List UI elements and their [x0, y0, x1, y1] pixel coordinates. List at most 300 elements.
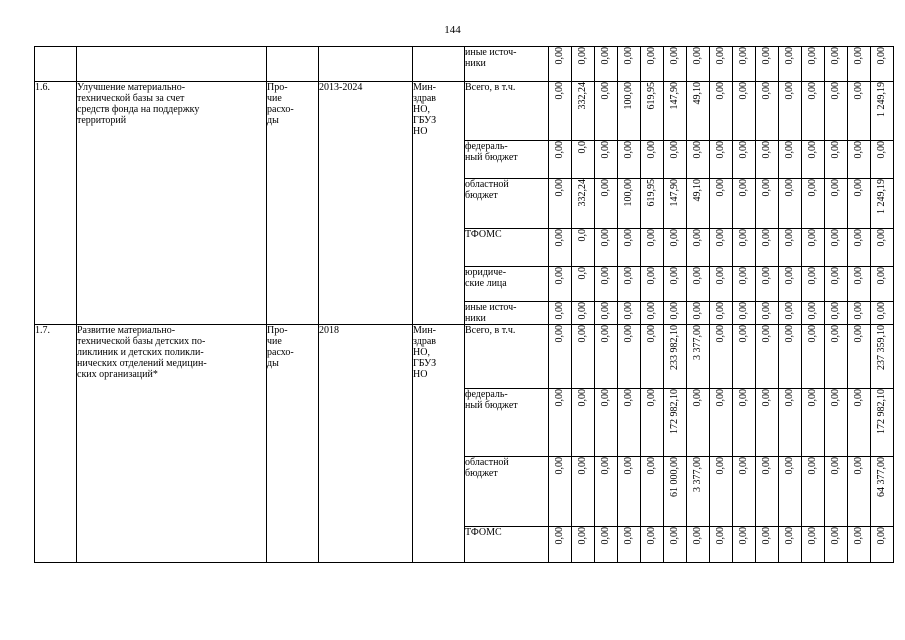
amount-value: 0,00	[600, 47, 611, 65]
funding-source-label	[465, 302, 549, 325]
amount-value: 0,00	[646, 389, 657, 407]
amount-value: 0,00	[738, 47, 749, 65]
amount-value: 0,00	[761, 267, 772, 285]
executor-text: Мин- здрав НО, ГБУЗ НО	[413, 325, 437, 380]
amount-cell	[779, 457, 802, 527]
table-row	[35, 82, 894, 141]
amount-value: 0,00	[646, 325, 657, 343]
amount-value: 0,00	[600, 141, 611, 159]
amount-cell	[825, 302, 848, 325]
amount-cell	[756, 229, 779, 267]
amount-cell	[595, 229, 618, 267]
amount-cell	[687, 229, 710, 267]
amount-cell	[779, 325, 802, 389]
amount-cell	[848, 229, 871, 267]
amount-cell	[733, 47, 756, 82]
amount-value: 1 249,19	[876, 82, 887, 117]
amount-value: 0,00	[761, 141, 772, 159]
amount-value: 0,00	[830, 302, 841, 320]
amount-cell	[848, 179, 871, 229]
amount-cell	[572, 527, 595, 563]
amount-cell	[779, 302, 802, 325]
amount-value: 0,00	[853, 229, 864, 247]
amount-value: 0,00	[669, 47, 680, 65]
amount-value: 0,00	[738, 141, 749, 159]
amount-value: 3 377,00	[692, 457, 703, 492]
amount-cell	[825, 457, 848, 527]
amount-value: 0,00	[761, 527, 772, 545]
table-row	[35, 325, 894, 389]
amount-cell	[641, 302, 664, 325]
amount-cell	[687, 267, 710, 302]
funding-source-label	[465, 389, 549, 457]
amount-cell	[871, 141, 894, 179]
amount-cell	[549, 389, 572, 457]
amount-value: 0,00	[692, 267, 703, 285]
amount-value: 0,00	[876, 267, 887, 285]
amount-cell	[802, 179, 825, 229]
amount-value: 0,0	[577, 141, 588, 154]
amount-cell	[664, 82, 687, 141]
amount-value: 237 359,10	[876, 325, 887, 370]
amount-value: 0,00	[715, 267, 726, 285]
amount-value: 0,00	[830, 47, 841, 65]
amount-value: 0,00	[807, 229, 818, 247]
amount-value: 0,00	[830, 229, 841, 247]
amount-cell	[871, 179, 894, 229]
amount-cell	[664, 389, 687, 457]
period	[319, 82, 413, 325]
amount-value: 147,90	[669, 82, 680, 110]
amount-cell	[848, 302, 871, 325]
amount-value: 0,00	[554, 325, 565, 343]
amount-cell	[802, 141, 825, 179]
budget-table	[34, 46, 894, 563]
funding-source-label-text: областной бюджет	[465, 457, 509, 479]
amount-value: 0,00	[600, 179, 611, 197]
amount-cell	[756, 47, 779, 82]
amount-cell	[687, 47, 710, 82]
amount-cell	[756, 179, 779, 229]
funding-source-label	[465, 179, 549, 229]
amount-value: 0,00	[715, 47, 726, 65]
amount-cell	[710, 325, 733, 389]
amount-value: 0,00	[577, 389, 588, 407]
amount-cell	[802, 389, 825, 457]
amount-value: 0,00	[853, 527, 864, 545]
amount-value: 0,00	[807, 302, 818, 320]
amount-cell	[641, 229, 664, 267]
amount-value: 49,10	[692, 179, 703, 202]
amount-value: 172 982,10	[876, 389, 887, 434]
amount-cell	[549, 457, 572, 527]
amount-value: 0,00	[784, 267, 795, 285]
amount-cell	[687, 302, 710, 325]
funding-source-label-text: ТФОМС	[465, 527, 502, 538]
funding-source-label	[465, 267, 549, 302]
amount-value: 0,00	[669, 267, 680, 285]
amount-value: 0,00	[784, 389, 795, 407]
amount-value: 0,00	[600, 229, 611, 247]
expense-category	[267, 47, 319, 82]
amount-cell	[710, 47, 733, 82]
funding-source-label-text: юридиче- ские лица	[465, 267, 507, 289]
amount-value: 61 000,00	[669, 457, 680, 497]
amount-cell	[779, 179, 802, 229]
amount-cell	[756, 325, 779, 389]
amount-value: 0,00	[600, 457, 611, 475]
amount-cell	[549, 267, 572, 302]
amount-cell	[618, 229, 641, 267]
amount-value: 0,00	[784, 325, 795, 343]
amount-cell	[710, 302, 733, 325]
amount-cell	[733, 389, 756, 457]
amount-cell	[756, 457, 779, 527]
amount-value: 0,00	[715, 179, 726, 197]
period	[319, 47, 413, 82]
amount-cell	[641, 267, 664, 302]
amount-value: 0,00	[600, 302, 611, 320]
amount-cell	[595, 302, 618, 325]
amount-cell	[756, 141, 779, 179]
amount-cell	[595, 141, 618, 179]
row-number-text: 1.7.	[35, 325, 50, 336]
executor	[413, 47, 465, 82]
amount-cell	[618, 457, 641, 527]
amount-cell	[802, 229, 825, 267]
amount-cell	[618, 179, 641, 229]
amount-value: 3 377,00	[692, 325, 703, 360]
amount-cell	[618, 527, 641, 563]
amount-cell	[641, 141, 664, 179]
amount-value: 0,00	[715, 82, 726, 100]
amount-cell	[572, 141, 595, 179]
amount-cell	[664, 179, 687, 229]
amount-value: 0,00	[623, 302, 634, 320]
amount-cell	[664, 229, 687, 267]
funding-source-label	[465, 141, 549, 179]
amount-cell	[595, 457, 618, 527]
amount-value: 0,00	[830, 82, 841, 100]
amount-value: 147,90	[669, 179, 680, 207]
amount-cell	[595, 325, 618, 389]
amount-cell	[848, 457, 871, 527]
amount-value: 0,00	[623, 141, 634, 159]
amount-cell	[687, 82, 710, 141]
amount-cell	[572, 47, 595, 82]
amount-value: 0,00	[600, 325, 611, 343]
amount-value: 0,00	[646, 457, 657, 475]
amount-value: 0,00	[807, 141, 818, 159]
amount-value: 0,00	[876, 302, 887, 320]
amount-cell	[733, 82, 756, 141]
amount-value: 0,00	[853, 457, 864, 475]
amount-cell	[733, 302, 756, 325]
amount-value: 0,00	[715, 302, 726, 320]
amount-cell	[549, 82, 572, 141]
amount-cell	[733, 267, 756, 302]
row-number	[35, 82, 77, 325]
amount-cell	[802, 325, 825, 389]
amount-cell	[710, 229, 733, 267]
amount-value: 0,00	[554, 179, 565, 197]
amount-value: 0,00	[807, 267, 818, 285]
amount-value: 0,00	[715, 457, 726, 475]
amount-value: 0,00	[784, 82, 795, 100]
funding-source-label	[465, 527, 549, 563]
amount-cell	[871, 457, 894, 527]
amount-value: 0,00	[876, 229, 887, 247]
amount-value: 0,00	[646, 527, 657, 545]
amount-cell	[802, 267, 825, 302]
amount-cell	[618, 47, 641, 82]
funding-source-label-text: Всего, в т.ч.	[465, 82, 516, 93]
amount-value: 0,00	[761, 229, 772, 247]
amount-cell	[802, 457, 825, 527]
amount-value: 0,00	[853, 82, 864, 100]
amount-value: 0,00	[554, 229, 565, 247]
amount-cell	[848, 325, 871, 389]
funding-source-label	[465, 47, 549, 82]
amount-cell	[733, 141, 756, 179]
amount-cell	[664, 457, 687, 527]
amount-cell	[825, 179, 848, 229]
amount-value: 0,00	[876, 527, 887, 545]
amount-cell	[595, 267, 618, 302]
amount-value: 619,95	[646, 179, 657, 207]
amount-value: 0,00	[853, 302, 864, 320]
funding-source-label-text: ТФОМС	[465, 229, 502, 240]
amount-cell	[779, 267, 802, 302]
amount-cell	[779, 229, 802, 267]
amount-value: 0,00	[853, 141, 864, 159]
amount-value: 0,00	[784, 302, 795, 320]
amount-cell	[710, 267, 733, 302]
amount-value: 0,00	[692, 47, 703, 65]
amount-cell	[779, 47, 802, 82]
amount-value: 0,00	[807, 527, 818, 545]
funding-source-label-text: областной бюджет	[465, 179, 509, 201]
amount-cell	[618, 82, 641, 141]
amount-value: 0,00	[738, 325, 749, 343]
amount-cell	[848, 47, 871, 82]
amount-cell	[848, 389, 871, 457]
amount-value: 0,00	[646, 302, 657, 320]
amount-cell	[802, 527, 825, 563]
amount-cell	[595, 527, 618, 563]
amount-cell	[733, 457, 756, 527]
amount-value: 0,00	[738, 389, 749, 407]
amount-cell	[871, 302, 894, 325]
amount-value: 0,00	[715, 229, 726, 247]
amount-cell	[595, 179, 618, 229]
amount-value: 0,00	[715, 141, 726, 159]
expense-category	[267, 82, 319, 325]
period-text: 2018	[319, 325, 339, 336]
funding-source-label-text: иные источ- ники	[465, 302, 517, 324]
amount-cell	[641, 325, 664, 389]
amount-cell	[549, 179, 572, 229]
amount-value: 0,00	[738, 179, 749, 197]
amount-value: 0,00	[623, 325, 634, 343]
amount-cell	[848, 267, 871, 302]
amount-cell	[618, 141, 641, 179]
amount-cell	[802, 82, 825, 141]
amount-cell	[825, 267, 848, 302]
amount-cell	[802, 47, 825, 82]
amount-cell	[710, 82, 733, 141]
amount-value: 0,00	[853, 47, 864, 65]
amount-value: 0,00	[784, 179, 795, 197]
amount-cell	[664, 325, 687, 389]
amount-cell	[641, 527, 664, 563]
amount-cell	[871, 47, 894, 82]
amount-value: 0,00	[761, 82, 772, 100]
amount-cell	[618, 389, 641, 457]
amount-value: 0,00	[830, 325, 841, 343]
amount-value: 0,00	[761, 179, 772, 197]
amount-cell	[687, 179, 710, 229]
amount-value: 0,00	[669, 302, 680, 320]
amount-cell	[848, 141, 871, 179]
amount-value: 0,00	[692, 141, 703, 159]
amount-cell	[618, 325, 641, 389]
amount-cell	[825, 389, 848, 457]
amount-value: 0,00	[692, 229, 703, 247]
amount-cell	[687, 527, 710, 563]
amount-cell	[733, 325, 756, 389]
amount-value: 0,00	[646, 229, 657, 247]
amount-cell	[802, 302, 825, 325]
amount-cell	[710, 389, 733, 457]
amount-value: 0,00	[738, 267, 749, 285]
amount-cell	[756, 302, 779, 325]
amount-value: 64 377,00	[876, 457, 887, 497]
expense-category-text: Про- чие расхо- ды	[267, 82, 294, 126]
amount-cell	[756, 267, 779, 302]
amount-value: 0,00	[554, 267, 565, 285]
amount-value: 0,00	[784, 229, 795, 247]
measure-title-text: Улучшение материально- технической базы за счет средств фонда на поддержку территорий	[77, 82, 200, 126]
amount-value: 0,00	[554, 47, 565, 65]
amount-cell	[871, 389, 894, 457]
amount-value: 332,24	[577, 179, 588, 207]
amount-cell	[756, 82, 779, 141]
amount-value: 0,00	[600, 527, 611, 545]
amount-cell	[756, 527, 779, 563]
amount-value: 0,00	[853, 267, 864, 285]
funding-source-label	[465, 82, 549, 141]
amount-value: 0,00	[784, 47, 795, 65]
amount-cell	[549, 527, 572, 563]
amount-value: 0,00	[623, 527, 634, 545]
amount-cell	[779, 82, 802, 141]
amount-value: 0,00	[738, 302, 749, 320]
amount-cell	[618, 267, 641, 302]
measure-title	[77, 82, 267, 325]
amount-value: 0,00	[554, 141, 565, 159]
amount-value: 0,00	[554, 457, 565, 475]
amount-value: 0,00	[623, 229, 634, 247]
amount-value: 0,00	[577, 527, 588, 545]
amount-cell	[756, 389, 779, 457]
amount-value: 0,00	[807, 82, 818, 100]
amount-value: 0,00	[646, 267, 657, 285]
amount-cell	[572, 267, 595, 302]
amount-value: 0,00	[784, 141, 795, 159]
amount-value: 0,0	[577, 229, 588, 242]
amount-value: 0,00	[623, 389, 634, 407]
amount-value: 0,00	[577, 325, 588, 343]
amount-value: 0,00	[830, 267, 841, 285]
amount-cell	[779, 389, 802, 457]
amount-cell	[549, 141, 572, 179]
amount-value: 0,00	[669, 229, 680, 247]
amount-value: 0,00	[646, 141, 657, 159]
amount-cell	[710, 179, 733, 229]
amount-value: 0,00	[692, 527, 703, 545]
amount-cell	[641, 389, 664, 457]
amount-value: 0,00	[692, 389, 703, 407]
amount-cell	[641, 82, 664, 141]
funding-source-label-text: федераль- ный бюджет	[465, 141, 518, 163]
amount-cell	[572, 389, 595, 457]
amount-value: 0,00	[853, 389, 864, 407]
row-number	[35, 325, 77, 563]
amount-cell	[779, 141, 802, 179]
amount-value: 0,00	[784, 457, 795, 475]
amount-value: 0,00	[715, 527, 726, 545]
amount-value: 100,00	[623, 179, 634, 207]
amount-value: 0,00	[554, 527, 565, 545]
amount-value: 0,00	[830, 141, 841, 159]
amount-value: 0,00	[623, 47, 634, 65]
amount-cell	[595, 82, 618, 141]
amount-cell	[549, 302, 572, 325]
period	[319, 325, 413, 563]
amount-cell	[618, 302, 641, 325]
amount-cell	[687, 389, 710, 457]
amount-value: 0,00	[876, 141, 887, 159]
amount-cell	[572, 179, 595, 229]
amount-value: 0,00	[692, 302, 703, 320]
amount-cell	[871, 267, 894, 302]
amount-cell	[664, 527, 687, 563]
executor	[413, 82, 465, 325]
funding-source-label-text: иные источ- ники	[465, 47, 517, 69]
executor-text: Мин- здрав НО, ГБУЗ НО	[413, 82, 437, 137]
amount-value: 0,00	[830, 179, 841, 197]
amount-cell	[687, 141, 710, 179]
amount-value: 0,00	[807, 179, 818, 197]
amount-value: 172 982,10	[669, 389, 680, 434]
funding-source-label	[465, 325, 549, 389]
amount-value: 0,00	[554, 82, 565, 100]
amount-cell	[710, 141, 733, 179]
amount-value: 0,00	[761, 47, 772, 65]
amount-cell	[641, 457, 664, 527]
funding-source-label-text: федераль- ный бюджет	[465, 389, 518, 411]
amount-value: 0,00	[554, 302, 565, 320]
table-row	[35, 47, 894, 82]
amount-value: 0,00	[669, 141, 680, 159]
amount-value: 0,00	[577, 302, 588, 320]
funding-source-label	[465, 229, 549, 267]
amount-cell	[641, 179, 664, 229]
amount-cell	[572, 82, 595, 141]
amount-value: 0,00	[554, 389, 565, 407]
amount-value: 0,00	[761, 457, 772, 475]
